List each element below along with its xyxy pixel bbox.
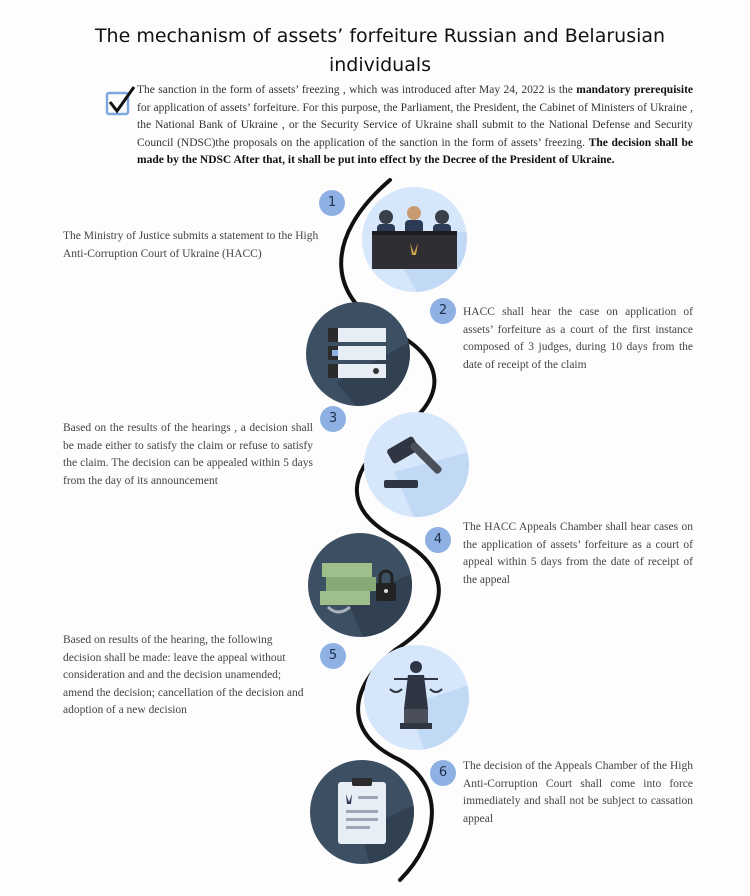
- money-lock-icon: [308, 533, 412, 637]
- step-2-number: 2: [430, 298, 456, 324]
- gavel-icon: [364, 412, 469, 517]
- justice-statue-icon: [364, 645, 469, 750]
- folders-icon: [306, 302, 410, 406]
- intro-text-1: The sanction in the form of assets’ freezing , which was introduced after May 24, 2022 is the: [137, 84, 577, 96]
- intro-bold-1: mandatory prerequisite: [576, 84, 694, 96]
- judges-panel-icon: [362, 187, 467, 292]
- step-3-number: 3: [320, 406, 346, 432]
- intro-text-2: for application of assets’ forfeiture. For this purpose, the Parliament, the President, the Cabinet of Ministers of Ukraine , the National Bank of Ukraine , or the Security Service of Ukraine shall submit to the National Defense and Security Council (NDSC)the proposals on the application of the sanction in the form of assets’ freezing.: [137, 101, 693, 149]
- step-6-number: 6: [430, 760, 456, 786]
- step-2-text: HACC shall hear the case on application of assets’ forfeiture as a court of the first instance composed of 3 judges, during 10 days from the date of receipt of the claim: [463, 306, 693, 371]
- page-title: The mechanism of assets’ forfeiture Russian and Belarusian individuals: [94, 25, 666, 76]
- step-1-number: 1: [319, 190, 345, 216]
- intro-bold-2: The decision shall be made by the NDSC After that, it shall be put into effect by the Decree of the President of Ukraine.: [137, 136, 693, 166]
- step-6-text: The decision of the Appeals Chamber of the High Anti-Corruption Court shall come into force immediately and shall not be subject to cassation appeal: [463, 760, 693, 825]
- clipboard-document-icon: [310, 760, 414, 864]
- step-4-text: The HACC Appeals Chamber shall hear cases on the application of assets’ forfeiture as a court of appeal within 5 days from the date of receipt of the appeal: [463, 521, 693, 586]
- step-5-text: Based on results of the hearing, the following decision shall be made: leave the appeal without consideration and and the decision unamended; amend the decision; cancellation of the decision and adoption of a new decision: [63, 634, 304, 716]
- step-4-number: 4: [425, 527, 451, 553]
- step-1-text: The Ministry of Justice submits a statement to the High Anti-Corruption Court of Ukraine (HACC): [63, 230, 319, 260]
- step-3-text: Based on the results of the hearings , a decision shall be made either to satisfy the claim or refuse to satisfy the claim. The decision can be appealed within 5 days from the day of its announcement: [63, 422, 313, 487]
- step-5-number: 5: [320, 643, 346, 669]
